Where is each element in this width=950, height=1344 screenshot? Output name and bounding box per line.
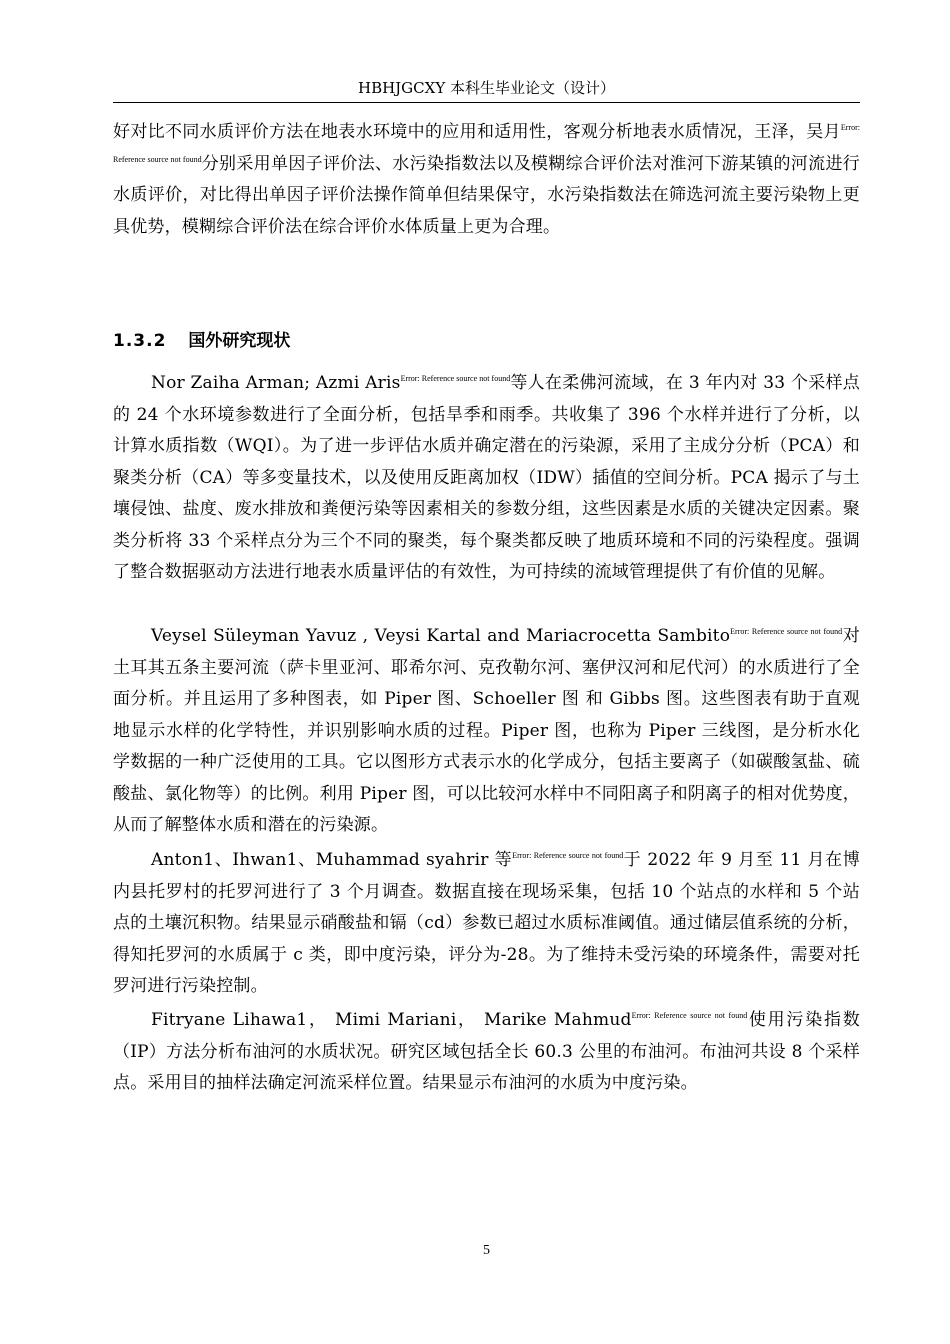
- paragraph-lead: Veysel Süleyman Yavuz , Veysi Kartal and Mariacrocetta Sambito: [151, 626, 731, 646]
- intro-text-part1: 好对比不同水质评价方法在地表水环境中的应用和适用性，客观分析地表水质情况，王泽，吴月: [113, 122, 841, 142]
- paragraph-text: 等人在柔佛河流域，在 3 年内对 33 个采样点的 24 个水环境参数进行了全面分析，包括旱季和雨季。共收集了 396 个水样并进行了分析，以计算水质指数（WQI）。为了进一步评估水质并确定潜在的污染源，采用了主成分分析（PCA）和聚类分析（CA）等多变量技术，以及使用反距离加权（IDW）插值的空间分析。PCA 揭示了与土壤侵蚀、盐度、废水排放和粪便污染等因素相关的参数分组，这些因素是水质的关键决定因素。聚类分析将 33 个采样点分为三个不同的聚类，每个聚类都反映了地质环境和不同的污染程度。强调了整合数据驱动方法进行地表水质量评估的有效性，为可持续的流域管理提供了有价值的见解。: [113, 373, 860, 582]
- paragraph-lihawa: [113, 1005, 860, 1100]
- paragraph-lead: Nor Zaiha Arman; Azmi Aris: [151, 373, 401, 393]
- section-heading: [113, 329, 290, 353]
- citation-error: Error: Reference source not found: [400, 374, 511, 383]
- intro-paragraph: [113, 117, 860, 243]
- section-number: 1.3.2: [113, 331, 167, 351]
- paragraph-text: 对土耳其五条主要河流（萨卡里亚河、耶希尔河、克孜勒尔河、塞伊汉河和尼代河）的水质进行了全面分析。并且运用了多种图表，如 Piper 图、Schoeller 图 和 Gibbs 图。这些图表有助于直观地显示水样的化学特性，并识别影响水质的过程。Piper 图，也称为 Piper 三线图，是分析水化学数据的一种广泛使用的工具。它以图形方式表示水的化学成分，包括主要离子（如碳酸氢盐、硫酸盐、氯化物等）的比例。利用 Piper 图，可以比较河水样中不同阳离子和阴离子的相对优势度，从而了解整体水质和潜在的污染源。: [113, 626, 860, 835]
- page-header: HBHJGCXY 本科生毕业论文（设计）: [357, 79, 615, 97]
- paragraph-yavuz: [113, 621, 860, 842]
- paragraph-lead: Anton1、Ihwan1、Muhammad syahrir 等: [151, 850, 513, 870]
- paragraph-arman: [113, 368, 860, 589]
- paragraph-text: 使用污染指数（IP）方法分析布油河的水质状况。研究区域包括全长 60.3 公里的布油河。布油河共设 8 个采样点。采用目的抽样法确定河流采样位置。结果显示布油河的水质为中度污染。: [113, 1010, 860, 1093]
- header-divider: [113, 102, 860, 103]
- page-number: 5: [483, 1243, 490, 1258]
- paragraph-anton: [113, 845, 860, 1003]
- citation-error: Error: Reference source not found: [631, 1011, 748, 1020]
- paragraph-lead: Fitryane Lihawa1， Mimi Mariani， Marike Mahmud: [151, 1010, 632, 1030]
- citation-error: Error: Reference source not found: [113, 123, 860, 164]
- citation-error: Error: Reference source not found: [730, 627, 843, 636]
- paragraph-text: 于 2022 年 9 月至 11 月在博内县托罗村的托罗河进行了 3 个月调查。数据直接在现场采集，包括 10 个站点的水样和 5 个站点的土壤沉积物。结果显示硝酸盐和镉（cd）参数已超过水质标准阈值。通过储层值系统的分析，得知托罗河的水质属于 c 类，即中度污染，评分为-28。为了维持未受污染的环境条件，需要对托罗河进行污染控制。: [113, 850, 860, 996]
- section-title: 国外研究现状: [188, 331, 291, 351]
- citation-error: Error: Reference source not found: [512, 851, 624, 860]
- intro-text-part2: 分别采用单因子评价法、水污染指数法以及模糊综合评价法对淮河下游某镇的河流进行水质评价，对比得出单因子评价法操作简单但结果保守，水污染指数法在筛选河流主要污染物上更具优势，模糊综合评价法在综合评价水体质量上更为合理。: [113, 153, 860, 237]
